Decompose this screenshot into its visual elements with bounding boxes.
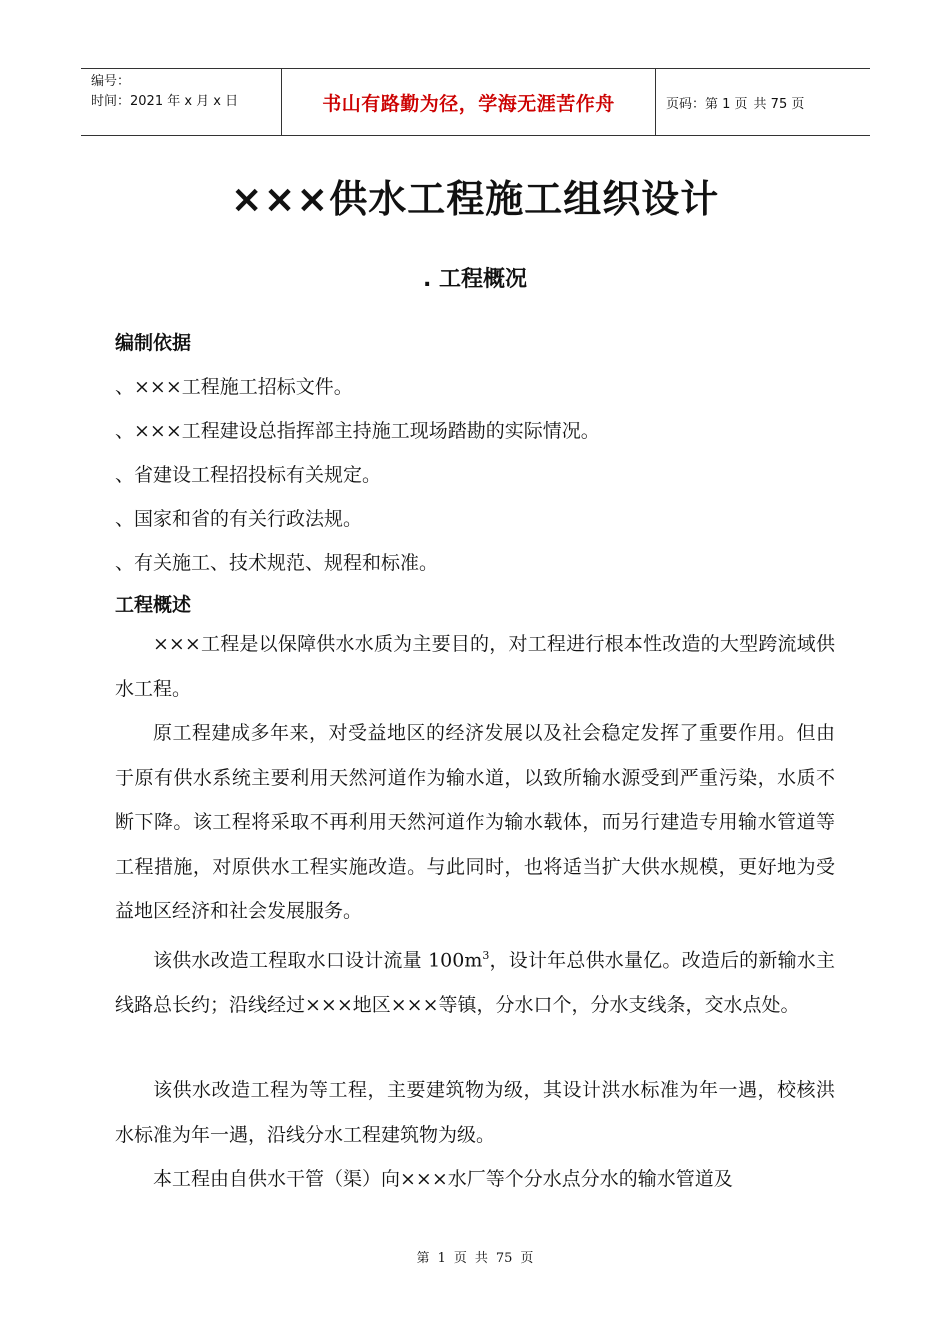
footer-page-prefix: 第 [416,1251,430,1266]
footer-total-unit: 页 [520,1251,534,1266]
overview-heading: 工程概述 [115,594,192,616]
document-number-label: 编号： [91,74,131,89]
paragraph-3-text-b: ，设计年总供水量亿。改造后的新输水主线路总长约；沿线经过×××地区×××等镇，分水口个，分水支线条，交水点处。 [115,949,835,1016]
footer-total-prefix: 共 [474,1251,488,1266]
header-page-cell [656,69,870,135]
header-motto: 书山有路勤为径，学海无涯苦作舟 [322,92,615,115]
footer-page-unit: 页 [453,1251,467,1266]
overview-paragraph-1: ×××工程是以保障供水水质为主要目的，对工程进行根本性改造的大型跨流域供水工程。 [115,633,835,700]
footer-total-pages: 75 [495,1251,513,1266]
basis-item: 、省建设工程招投标有关规定。 [115,464,382,486]
header-meta [81,69,281,135]
paragraph-3-text-a: 该供水改造工程取水口设计流量 100m [153,949,483,972]
header-motto-cell [281,69,656,135]
header-page-number: 页码：第 1 页 [666,96,748,112]
overview-paragraph-2: 原工程建成多年来，对受益地区的经济发展以及社会稳定发挥了重要作用。但由于原有供水系统主要利用天然河道作为输水道，以致所输水源受到严重污染，水质不断下降。该工程将采取不再利用天然河道作为输水载体，而另行建造专用输水管道等工程措施，对原供水工程实施改造。与此同时，也将适当扩大供水规模，更好地为受益地区经济和社会发展服务。 [115,722,835,922]
basis-item: 、×××工程建设总指挥部主持施工现场踏勘的实际情况。 [115,420,600,442]
basis-item: 、×××工程施工招标文件。 [115,376,353,398]
overview-paragraph-3 [115,934,835,1027]
basis-heading: 编制依据 [115,332,192,354]
overview-paragraph-5: 本工程由自供水干管（渠）向×××水厂等个分水点分水的输水管道及 [153,1168,733,1190]
basis-item: 、国家和省的有关行政法规。 [115,508,363,530]
footer-page-number: 1 [437,1251,446,1266]
overview-paragraph-4: 该供水改造工程为等工程，主要建筑物为级，其设计洪水标准为年一遇，校核洪水标准为年一遇，沿线分水工程建筑物为级。 [115,1079,835,1146]
document-header [81,68,870,136]
basis-item: 、有关施工、技术规范、规程和标准。 [115,552,439,574]
page-footer [0,1247,950,1266]
cubic-superscript: 3 [482,949,490,962]
header-page-total: 共 75 页 [753,96,805,112]
document-title: ×××供水工程施工组织设计 [230,177,720,221]
document-date: 时间：2021 年 x 月 x 日 [91,94,239,109]
section-title: . 工程概况 [422,267,528,292]
